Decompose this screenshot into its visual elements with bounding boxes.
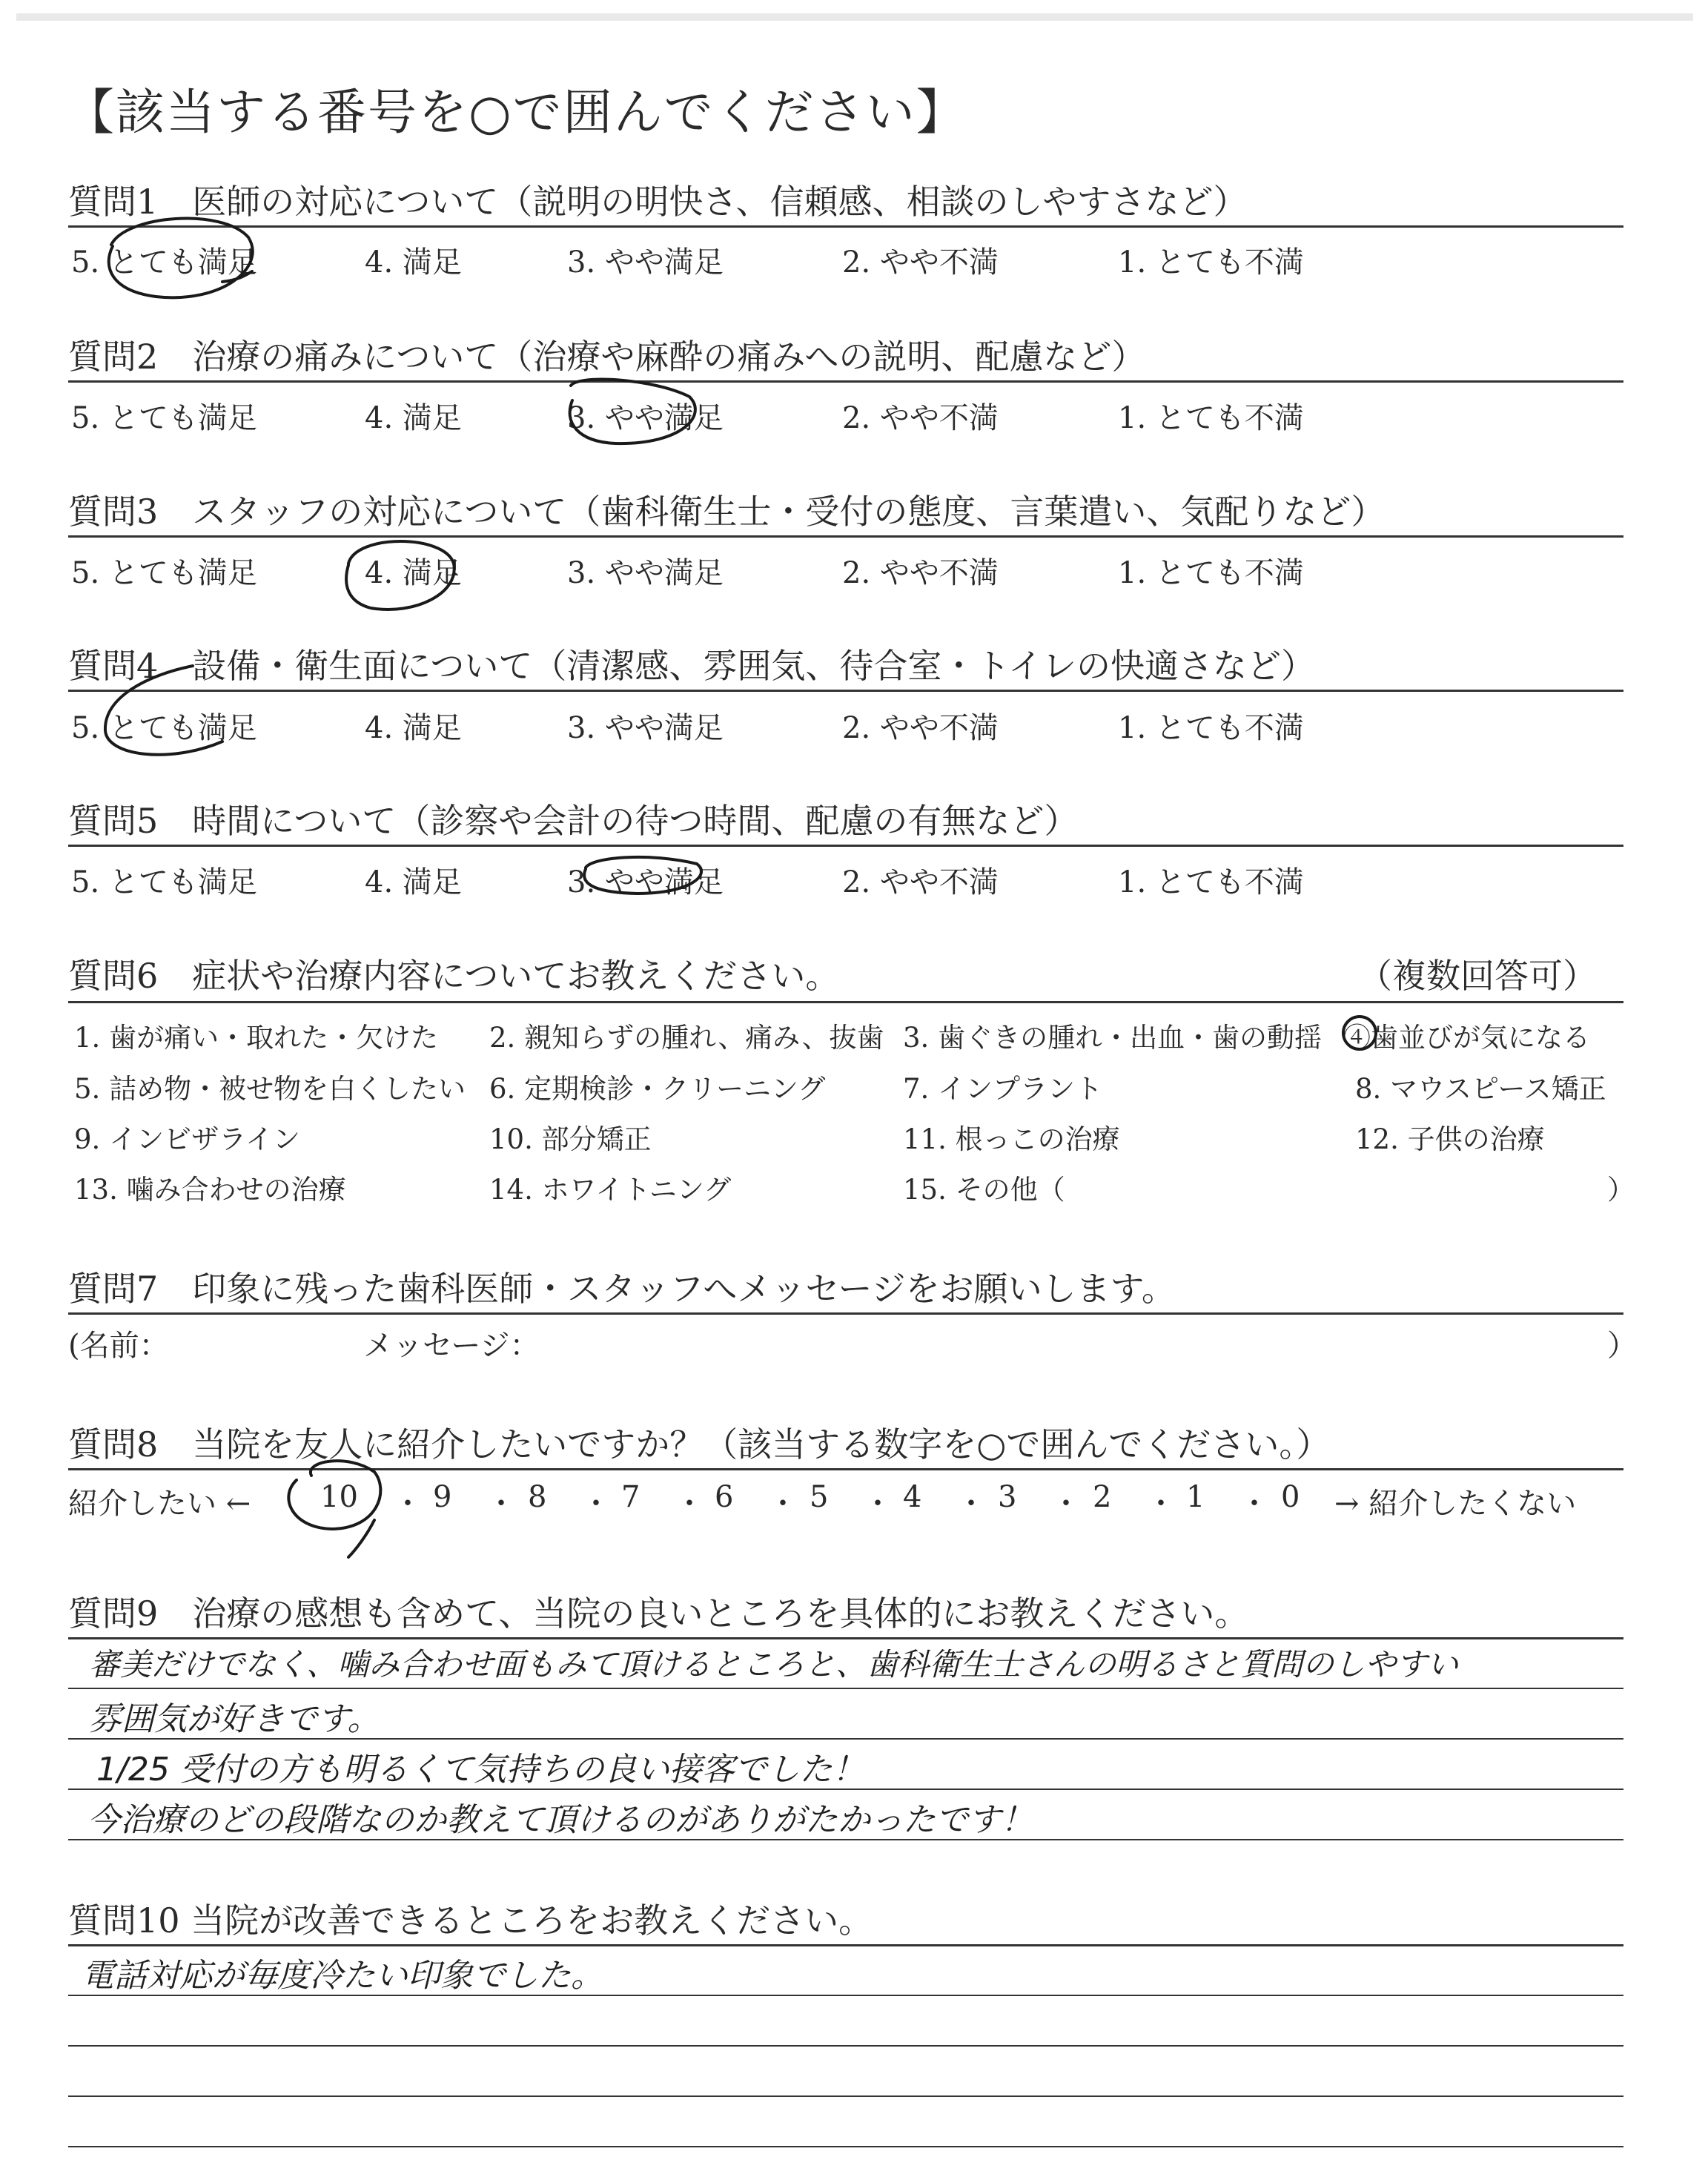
q4-option-3[interactable]: 3. やや満足 [567,711,724,745]
q6-item-5[interactable]: 5. 詰め物・被せ物を白くしたい [74,1073,466,1105]
q5-option-1[interactable]: 1. とても不満 [1118,865,1304,899]
q6-item-12[interactable]: 12. 子供の治療 [1355,1123,1545,1155]
question-6-title: 質問6 症状や治療内容についてお教えください。 [68,956,840,996]
question-5-rule [68,845,1623,847]
q6-item-6[interactable]: 6. 定期検診・クリーニング [489,1073,826,1105]
question-9-rule [68,1637,1623,1639]
q8-scale-dot: ・ [1239,1487,1269,1521]
question-1-title: 質問1 医師の対応について（説明の明快さ、信頼感、相談のしやすさなど） [68,182,1248,222]
question-9-title: 質問9 治療の感想も含めて、当院の良いところを具体的にお教えください。 [68,1593,1249,1634]
q4-option-1[interactable]: 1. とても不満 [1118,711,1304,745]
question-3-rule [68,535,1623,538]
q8-scale-2[interactable]: 2 [1093,1480,1112,1514]
q5-option-5[interactable]: 5. とても満足 [71,865,257,899]
q3-option-4[interactable]: 4. 満足 [365,556,462,590]
question-2-rule [68,380,1623,383]
q2-option-4[interactable]: 4. 満足 [365,401,462,435]
q4-option-4[interactable]: 4. 満足 [365,711,462,745]
q8-scale-5[interactable]: 5 [810,1480,829,1514]
q6-item-11[interactable]: 11. 根っこの治療 [903,1123,1120,1155]
q8-scale-dot: ・ [956,1487,986,1521]
q8-scale-dot: ・ [768,1487,798,1521]
q8-scale-dot: ・ [486,1487,516,1521]
question-7-title: 質問7 印象に残った歯科医師・スタッフへメッセージをお願いします。 [68,1269,1176,1309]
q8-scale-3[interactable]: 3 [998,1480,1017,1514]
q4-option-2[interactable]: 2. やや不満 [842,711,999,745]
answer-line [68,1688,1623,1689]
q8-scale-4[interactable]: 4 [903,1480,922,1514]
q2-option-1[interactable]: 1. とても不満 [1118,401,1304,435]
question-1-rule [68,225,1623,228]
q9-answer-line-4: 今治療のどの段階なのか教えて頂けるのがありがたかったです！ [87,1801,1033,1839]
q6-item-14[interactable]: 14. ホワイトニング [489,1174,732,1206]
q6-item-15-close-paren: ） [1607,1174,1635,1206]
q7-close-paren: ） [1607,1329,1637,1363]
q6-item-2[interactable]: 2. 親知らずの腫れ、痛み、抜歯 [489,1022,884,1054]
question-8-rule [68,1468,1623,1470]
q8-scale-0[interactable]: 0 [1281,1480,1300,1514]
q8-scale-dot: ・ [863,1487,893,1521]
q5-option-3[interactable]: 3. やや満足 [567,865,724,899]
q8-left-label: 紹介したい ← [68,1487,251,1521]
q8-scale-9[interactable]: 9 [433,1480,452,1514]
q6-item-13[interactable]: 13. 噛み合わせの治療 [74,1174,346,1206]
q8-scale-1[interactable]: 1 [1186,1480,1205,1514]
question-4-rule [68,690,1623,692]
q6-item-9[interactable]: 9. インビザライン [74,1123,300,1155]
q8-scale-dot: ・ [1051,1487,1081,1521]
q3-option-1[interactable]: 1. とても不満 [1118,556,1304,590]
question-6-note: （複数回答可） [1358,956,1597,996]
q10-answer-line-1: 電話対応が毎度冷たい印象でした。 [82,1957,603,1995]
q4-option-5[interactable]: 5. とても満足 [71,711,257,745]
q6-item-3[interactable]: 3. 歯ぐきの腫れ・出血・歯の動揺 [903,1022,1323,1054]
q7-message-label: メッセージ： [363,1329,540,1363]
q6-item-10[interactable]: 10. 部分矯正 [489,1123,652,1155]
answer-line [68,2146,1623,2147]
q8-scale-dot: ・ [581,1487,611,1521]
q8-scale-dot: ・ [393,1487,423,1521]
q3-option-5[interactable]: 5. とても満足 [71,556,257,590]
q1-option-5[interactable]: 5. とても満足 [71,245,257,280]
q1-option-1[interactable]: 1. とても不満 [1118,245,1304,280]
q8-scale-dot: ・ [675,1487,704,1521]
question-7-rule [68,1312,1623,1315]
q8-scale-6[interactable]: 6 [715,1480,734,1514]
question-2-title: 質問2 治療の痛みについて（治療や麻酔の痛みへの説明、配慮など） [68,337,1146,377]
q8-scale-8[interactable]: 8 [528,1480,547,1514]
question-10-title: 質問10 当院が改善できるところをお教えください。 [68,1900,873,1941]
q5-option-2[interactable]: 2. やや不満 [842,865,999,899]
question-8-title: 質問8 当院を友人に紹介したいですか？（該当する数字を○で囲んでください。） [68,1424,1331,1464]
q5-option-4[interactable]: 4. 満足 [365,865,462,899]
q9-answer-line-2: 雰囲気が好きです。 [89,1700,380,1738]
question-6-rule [68,1001,1623,1003]
q6-item-15[interactable]: 15. その他（ [903,1174,1065,1206]
q8-right-label: → 紹介したくない [1334,1487,1577,1521]
q8-scale-7[interactable]: 7 [621,1480,640,1514]
q3-option-2[interactable]: 2. やや不満 [842,556,999,590]
question-3-title: 質問3 スタッフの対応について（歯科衛生士・受付の態度、言葉遣い、気配りなど） [68,492,1386,532]
answer-line [68,2095,1623,2097]
q9-answer-line-1: 審美だけでなく、噛み合わせ面もみて頂けるところと、歯科衛生士さんの明るさと質問のしやすい [89,1646,1459,1682]
answer-line [68,2045,1623,2047]
q6-item-7[interactable]: 7. インプラント [903,1073,1103,1105]
q8-scale-10[interactable]: 10 [320,1480,358,1514]
q3-option-3[interactable]: 3. やや満足 [567,556,724,590]
q2-option-3[interactable]: 3. やや満足 [567,401,724,435]
q6-item-1[interactable]: 1. 歯が痛い・取れた・欠けた [74,1022,439,1054]
question-10-rule [68,1944,1623,1946]
q1-option-3[interactable]: 3. やや満足 [567,245,724,280]
q1-option-2[interactable]: 2. やや不満 [842,245,999,280]
q6-item-8[interactable]: 8. マウスピース矯正 [1355,1073,1606,1105]
q2-option-2[interactable]: 2. やや不満 [842,401,999,435]
q7-name-label: (名前： [68,1329,169,1363]
q2-option-5[interactable]: 5. とても満足 [71,401,257,435]
q1-option-4[interactable]: 4. 満足 [365,245,462,280]
page-heading: 【該当する番号を○で囲んでください】 [65,84,967,141]
q8-scale-dot: ・ [1146,1487,1176,1521]
question-5-title: 質問5 時間について（診察や会計の待つ時間、配慮の有無など） [68,801,1079,841]
question-4-title: 質問4 設備・衛生面について（清潔感、雰囲気、待合室・トイレの快適さなど） [68,646,1316,686]
q9-answer-line-3: 1/25 受付の方も明るくて気持ちの良い接客でした！ [96,1751,865,1789]
q6-item-4[interactable]: ④歯並びが気になる [1343,1022,1590,1054]
